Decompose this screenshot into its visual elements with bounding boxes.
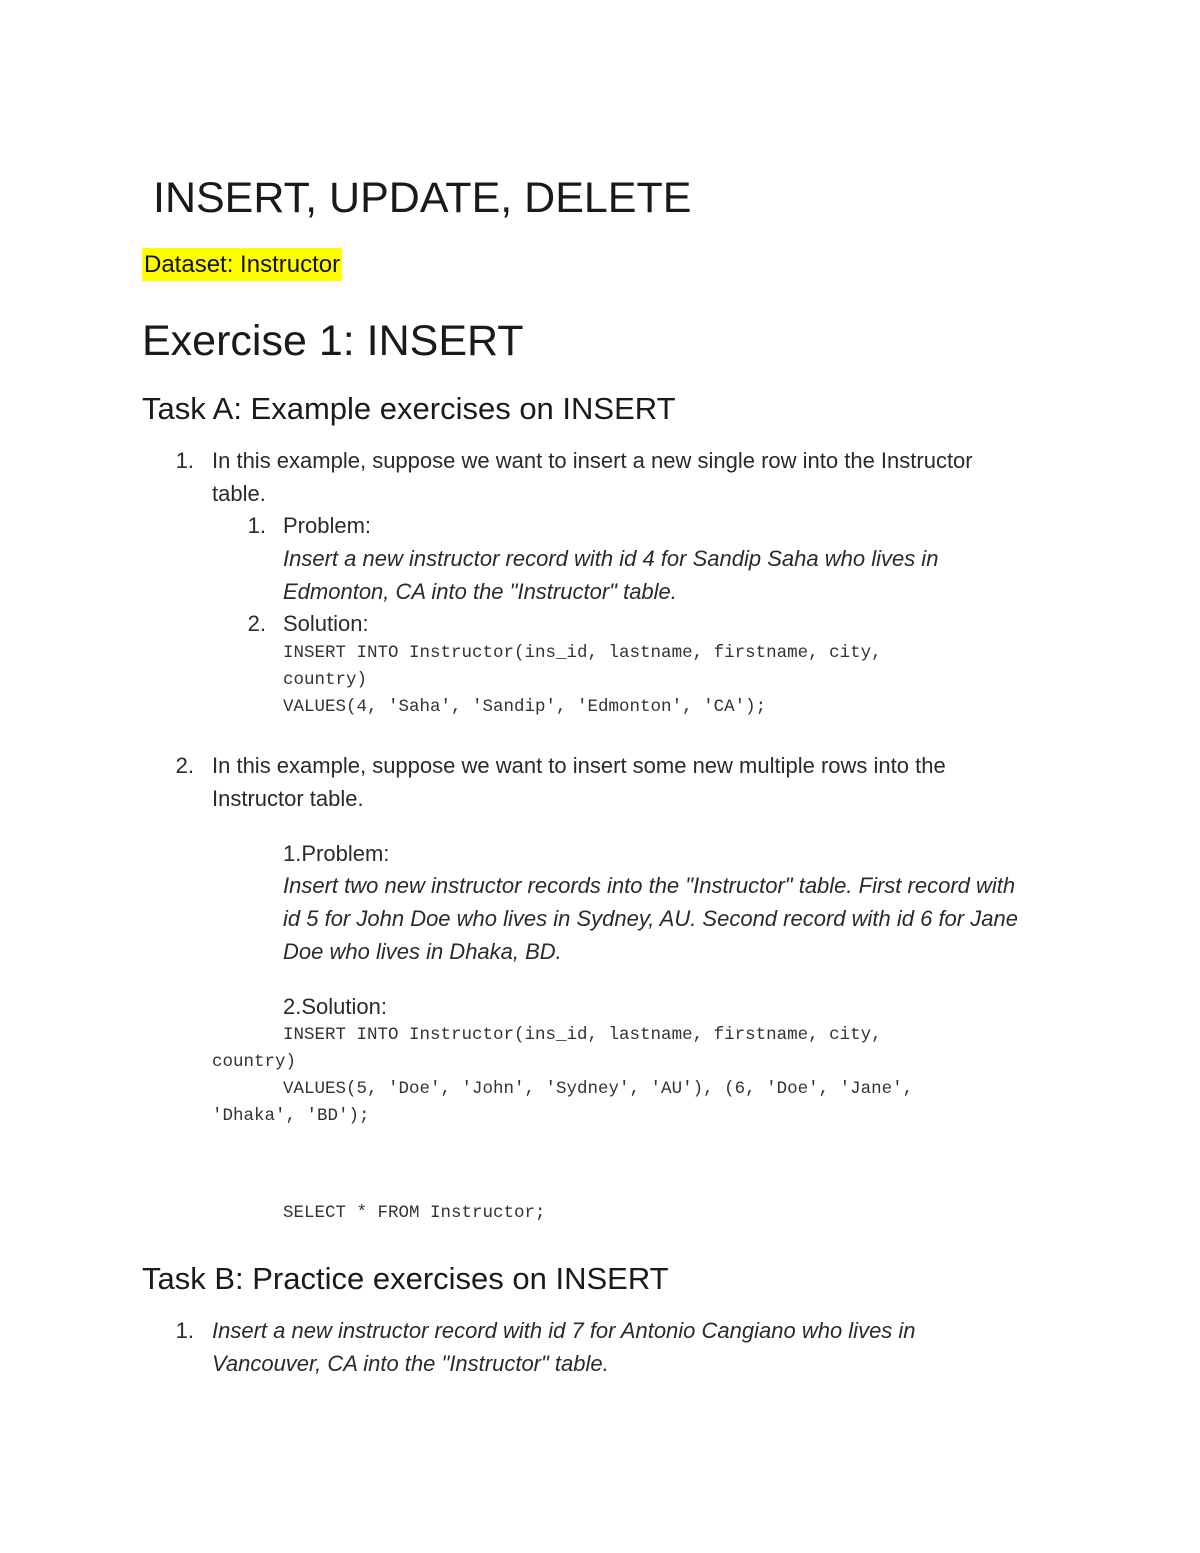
problem-text: id 5 for John Doe who lives in Sydney, AU. Second record with id 6 for Jane: [283, 906, 1018, 931]
practice-text: Vancouver, CA into the "Instructor" table.: [212, 1351, 609, 1376]
page-title: INSERT, UPDATE, DELETE: [153, 174, 692, 222]
item-text: table.: [212, 481, 266, 506]
list-number: 2.: [175, 753, 194, 778]
item-text: Instructor table.: [212, 786, 364, 811]
exercise-1-heading: Exercise 1: INSERT: [142, 317, 524, 365]
list-number: 1.: [175, 448, 194, 473]
code-line: VALUES(4, 'Saha', 'Sandip', 'Edmonton', 'CA');: [283, 697, 767, 717]
code-line: VALUES(5, 'Doe', 'John', 'Sydney', 'AU'), (6, 'Doe', 'Jane',: [283, 1079, 914, 1099]
solution-label: Solution:: [283, 611, 369, 636]
code-line: INSERT INTO Instructor(ins_id, lastname, firstname, city,: [283, 643, 882, 663]
problem-label: Problem:: [283, 513, 372, 538]
code-line: SELECT * FROM Instructor;: [283, 1203, 546, 1223]
problem-label: 1.Problem:: [283, 841, 390, 866]
list-number: 1.: [175, 1318, 194, 1343]
problem-text: Doe who lives in Dhaka, BD.: [283, 939, 562, 964]
item-text: In this example, suppose we want to insert some new multiple rows into the: [212, 753, 946, 778]
practice-text: Insert a new instructor record with id 7 for Antonio Cangiano who lives in: [212, 1318, 916, 1343]
solution-label: 2.Solution:: [283, 994, 387, 1019]
problem-text: Insert two new instructor records into the "Instructor" table. First record with: [283, 873, 1016, 898]
item-text: In this example, suppose we want to insert a new single row into the Instructor: [212, 448, 973, 473]
dataset-label: Dataset: Instructor: [142, 248, 342, 281]
task-a-heading: Task A: Example exercises on INSERT: [142, 391, 676, 426]
code-line: country): [212, 1052, 297, 1072]
problem-text: Insert a new instructor record with id 4 for Sandip Saha who lives in: [283, 546, 939, 571]
code-line: INSERT INTO Instructor(ins_id, lastname, firstname, city,: [283, 1025, 882, 1045]
code-line: country): [283, 670, 368, 690]
sub-list-number: 1.: [247, 513, 266, 538]
sub-list-number: 2.: [247, 611, 266, 636]
task-b-heading: Task B: Practice exercises on INSERT: [142, 1261, 669, 1296]
problem-text: Edmonton, CA into the "Instructor" table.: [283, 579, 677, 604]
code-line: 'Dhaka', 'BD');: [212, 1106, 370, 1126]
